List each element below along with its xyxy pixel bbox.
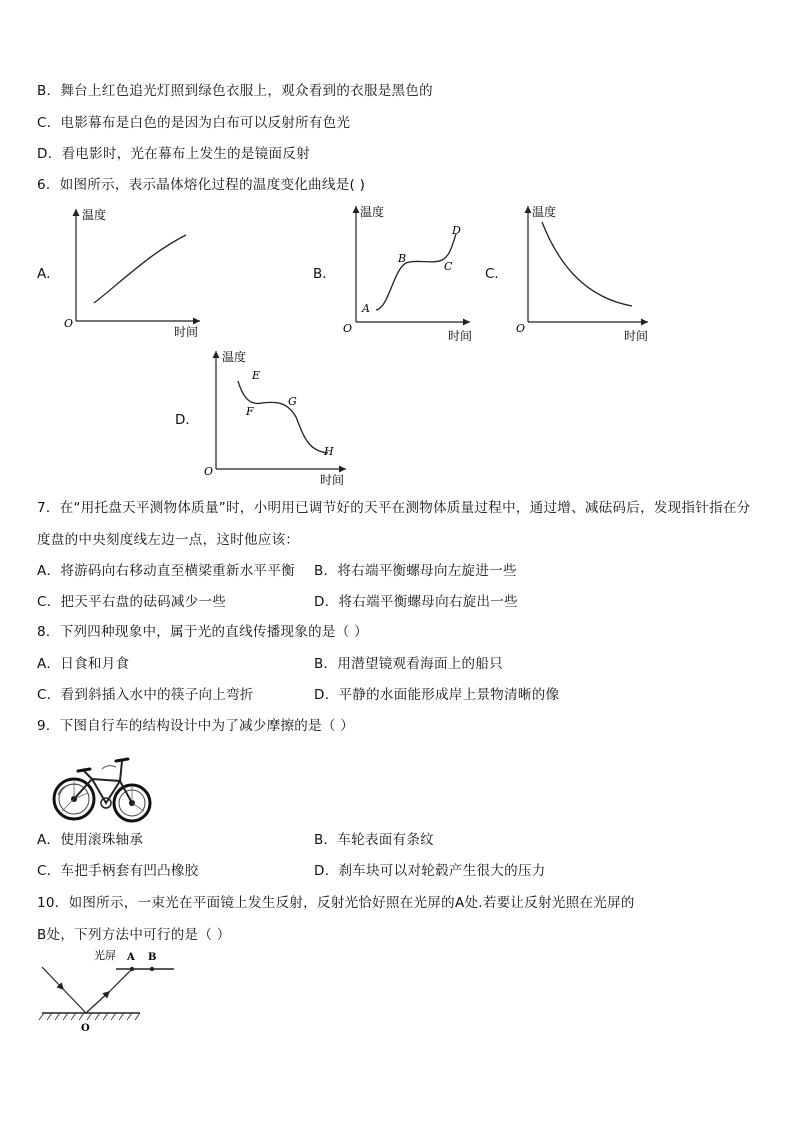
- graph-a-xlabel: 时间: [174, 325, 199, 339]
- q8-option-d: D．平静的水面能形成岸上景物清晰的像: [314, 687, 560, 703]
- q6-option-c-label: C．: [485, 266, 508, 282]
- graph-b-xlabel: 时间: [448, 329, 473, 343]
- q10-reflection-diagram: [36, 945, 186, 1035]
- graph-c-origin: O: [516, 322, 526, 335]
- q6-graph-b: [338, 200, 478, 345]
- q7-stem-line1: 7．在“用托盘天平测物体质量”时，小明用已调节好的天平在测物体质量过程中，通过增、减砝码后，发现指针指在分: [37, 500, 751, 516]
- graph-d-point-g: G: [288, 395, 297, 408]
- graph-d-ylabel: 温度: [222, 350, 247, 364]
- graph-b-point-b: B: [398, 252, 407, 265]
- graph-a-origin: O: [64, 317, 74, 330]
- q6-stem: 6．如图所示，表示晶体熔化过程的温度变化曲线是( ): [37, 177, 366, 193]
- graph-b-point-a: A: [362, 302, 370, 315]
- graph-c-ylabel: 温度: [532, 205, 557, 219]
- q8-option-b: B．用潜望镜观看海面上的船只: [314, 656, 503, 672]
- graph-d-point-f: F: [246, 405, 254, 418]
- q6-option-d-label: D．: [175, 412, 199, 428]
- q9-option-d: D．刹车块可以对轮毂产生很大的压力: [314, 863, 546, 879]
- q5-option-b: B．舞台上红色追光灯照到绿色衣服上，观众看到的衣服是黑色的: [37, 83, 433, 99]
- q7-option-c: C．把天平右盘的砝码减少一些: [37, 594, 227, 610]
- q6-option-a-label: A．: [37, 266, 60, 282]
- q10-stem-line2: B处，下列方法中可行的是（ ）: [37, 927, 231, 943]
- graph-b-origin: O: [343, 322, 353, 335]
- q6-graph-d: [200, 345, 350, 485]
- q10-screen-label: 光屏: [94, 949, 116, 962]
- graph-b-point-c: C: [444, 260, 453, 273]
- q10-point-b: B: [148, 952, 157, 963]
- graph-a-ylabel: 温度: [82, 208, 107, 222]
- q9-option-b: B．车轮表面有条纹: [314, 832, 434, 848]
- graph-d-xlabel: 时间: [320, 473, 345, 485]
- q7-option-a: A．将游码向右移动直至横梁重新水平平衡: [37, 563, 295, 579]
- q6-option-b-label: B．: [313, 266, 336, 282]
- q8-option-c: C．看到斜插入水中的筷子向上弯折: [37, 687, 254, 703]
- q8-option-a: A．日食和月食: [37, 656, 130, 672]
- q8-stem: 8．下列四种现象中，属于光的直线传播现象的是（ ）: [37, 624, 368, 640]
- q6-graph-c: [508, 200, 656, 345]
- q9-option-a: A．使用滚珠轴承: [37, 832, 144, 848]
- q10-point-o: O: [81, 1023, 90, 1034]
- q10-stem-line1: 10．如图所示，一束光在平面镜上发生反射，反射光恰好照在光屏的A处.若要让反射光照在光屏的: [37, 895, 635, 911]
- graph-c-xlabel: 时间: [624, 329, 649, 343]
- q9-option-c: C．车把手柄套有凹凸橡胶: [37, 863, 199, 879]
- q9-stem: 9．下图自行车的结构设计中为了减少摩擦的是（ ）: [37, 718, 355, 734]
- bicycle-image: [50, 755, 156, 825]
- q6-graph-a: [60, 205, 210, 340]
- q10-point-a: A: [127, 952, 135, 963]
- graph-d-origin: O: [204, 465, 214, 478]
- graph-b-ylabel: 温度: [360, 205, 385, 219]
- graph-b-point-d: D: [452, 224, 461, 237]
- graph-d-point-h: H: [324, 445, 334, 458]
- q7-stem-line2: 度盘的中央刻度线左边一点，这时他应该：: [37, 532, 300, 548]
- q5-option-d: D．看电影时，光在幕布上发生的是镜面反射: [37, 146, 310, 162]
- q5-option-c: C．电影幕布是白色的是因为白布可以反射所有色光: [37, 115, 351, 131]
- q7-option-b: B．将右端平衡螺母向左旋进一些: [314, 563, 517, 579]
- q7-option-d: D．将右端平衡螺母向右旋出一些: [314, 594, 518, 610]
- graph-d-point-e: E: [252, 369, 261, 382]
